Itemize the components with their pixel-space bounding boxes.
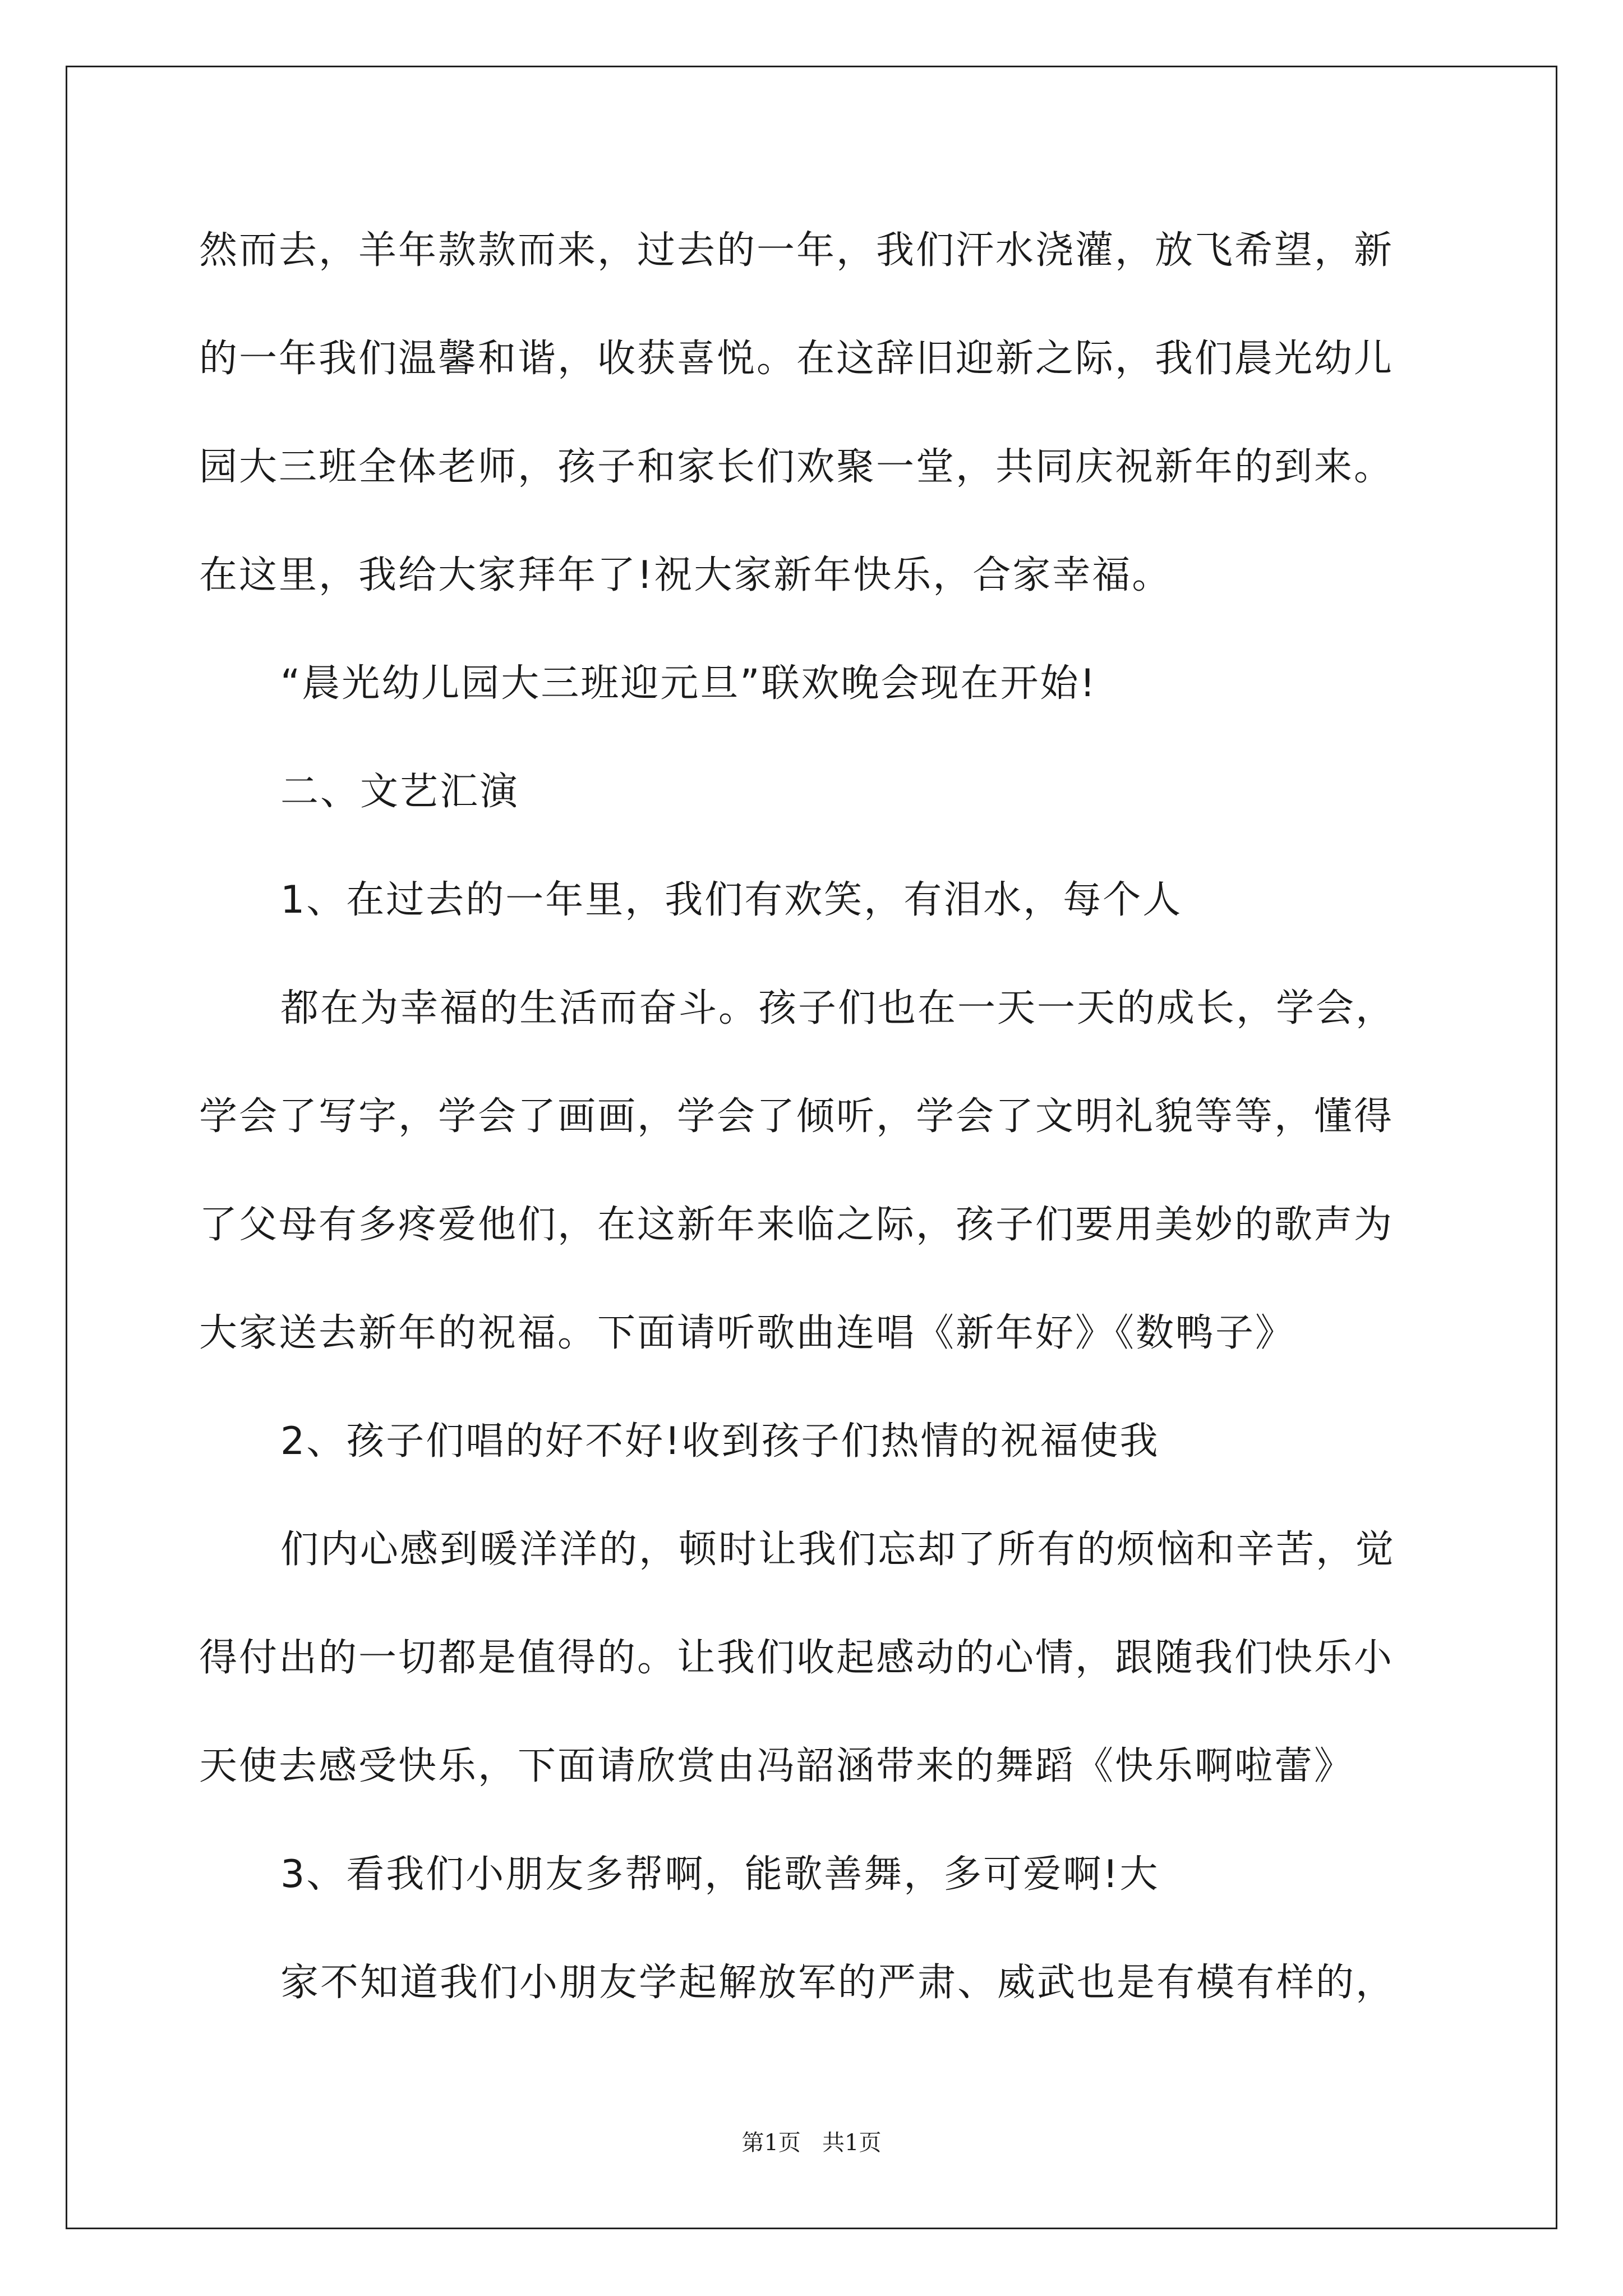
page-border: [66, 66, 1557, 2229]
text-line: 2、孩子们唱的好不好!收到孩子们热情的祝福使我: [280, 1419, 1160, 1464]
text-line: 都在为幸福的生活而奋斗。孩子们也在一天一天的成长，学会，: [280, 986, 1396, 1030]
text-line: 们内心感到暖洋洋的，顿时让我们忘却了所有的烦恼和辛苦，觉: [280, 1527, 1396, 1572]
text-line: 学会了写字，学会了画画，学会了倾听，学会了文明礼貌等等，懂得: [199, 1094, 1394, 1139]
text-line: 园大三班全体老师，孩子和家长们欢聚一堂，共同庆祝新年的到来。: [199, 445, 1394, 489]
text-line: 了父母有多疼爱他们，在这新年来临之际，孩子们要用美妙的歌声为: [199, 1203, 1394, 1247]
text-line: 3、看我们小朋友多帮啊，能歌善舞，多可爱啊!大: [280, 1852, 1160, 1897]
page-number-footer: 第1页 共1页: [741, 2130, 882, 2156]
text-line: 大家送去新年的祝福。下面请听歌曲连唱《新年好》《数鸭子》: [199, 1311, 1295, 1355]
text-line: 然而去，羊年款款而来，过去的一年，我们汗水浇灌，放飞希望，新: [199, 228, 1394, 273]
text-line: 得付出的一切都是值得的。让我们收起感动的心情，跟随我们快乐小: [199, 1636, 1394, 1680]
text-line: 天使去感受快乐，下面请欣赏由冯韶涵带来的舞蹈《快乐啊啦蕾》: [199, 1744, 1354, 1788]
text-line: 的一年我们温馨和谐，收获喜悦。在这辞旧迎新之际，我们晨光幼儿: [199, 337, 1394, 381]
text-line: 家不知道我们小朋友学起解放军的严肃、威武也是有模有样的，: [280, 1961, 1396, 2005]
text-line: 1、在过去的一年里，我们有欢笑，有泪水，每个人: [280, 878, 1183, 922]
text-line: 在这里，我给大家拜年了!祝大家新年快乐，合家幸福。: [199, 553, 1172, 597]
section-heading: 二、文艺汇演: [280, 770, 520, 814]
text-line: “晨光幼儿园大三班迎元旦”联欢晚会现在开始!: [280, 661, 1097, 706]
